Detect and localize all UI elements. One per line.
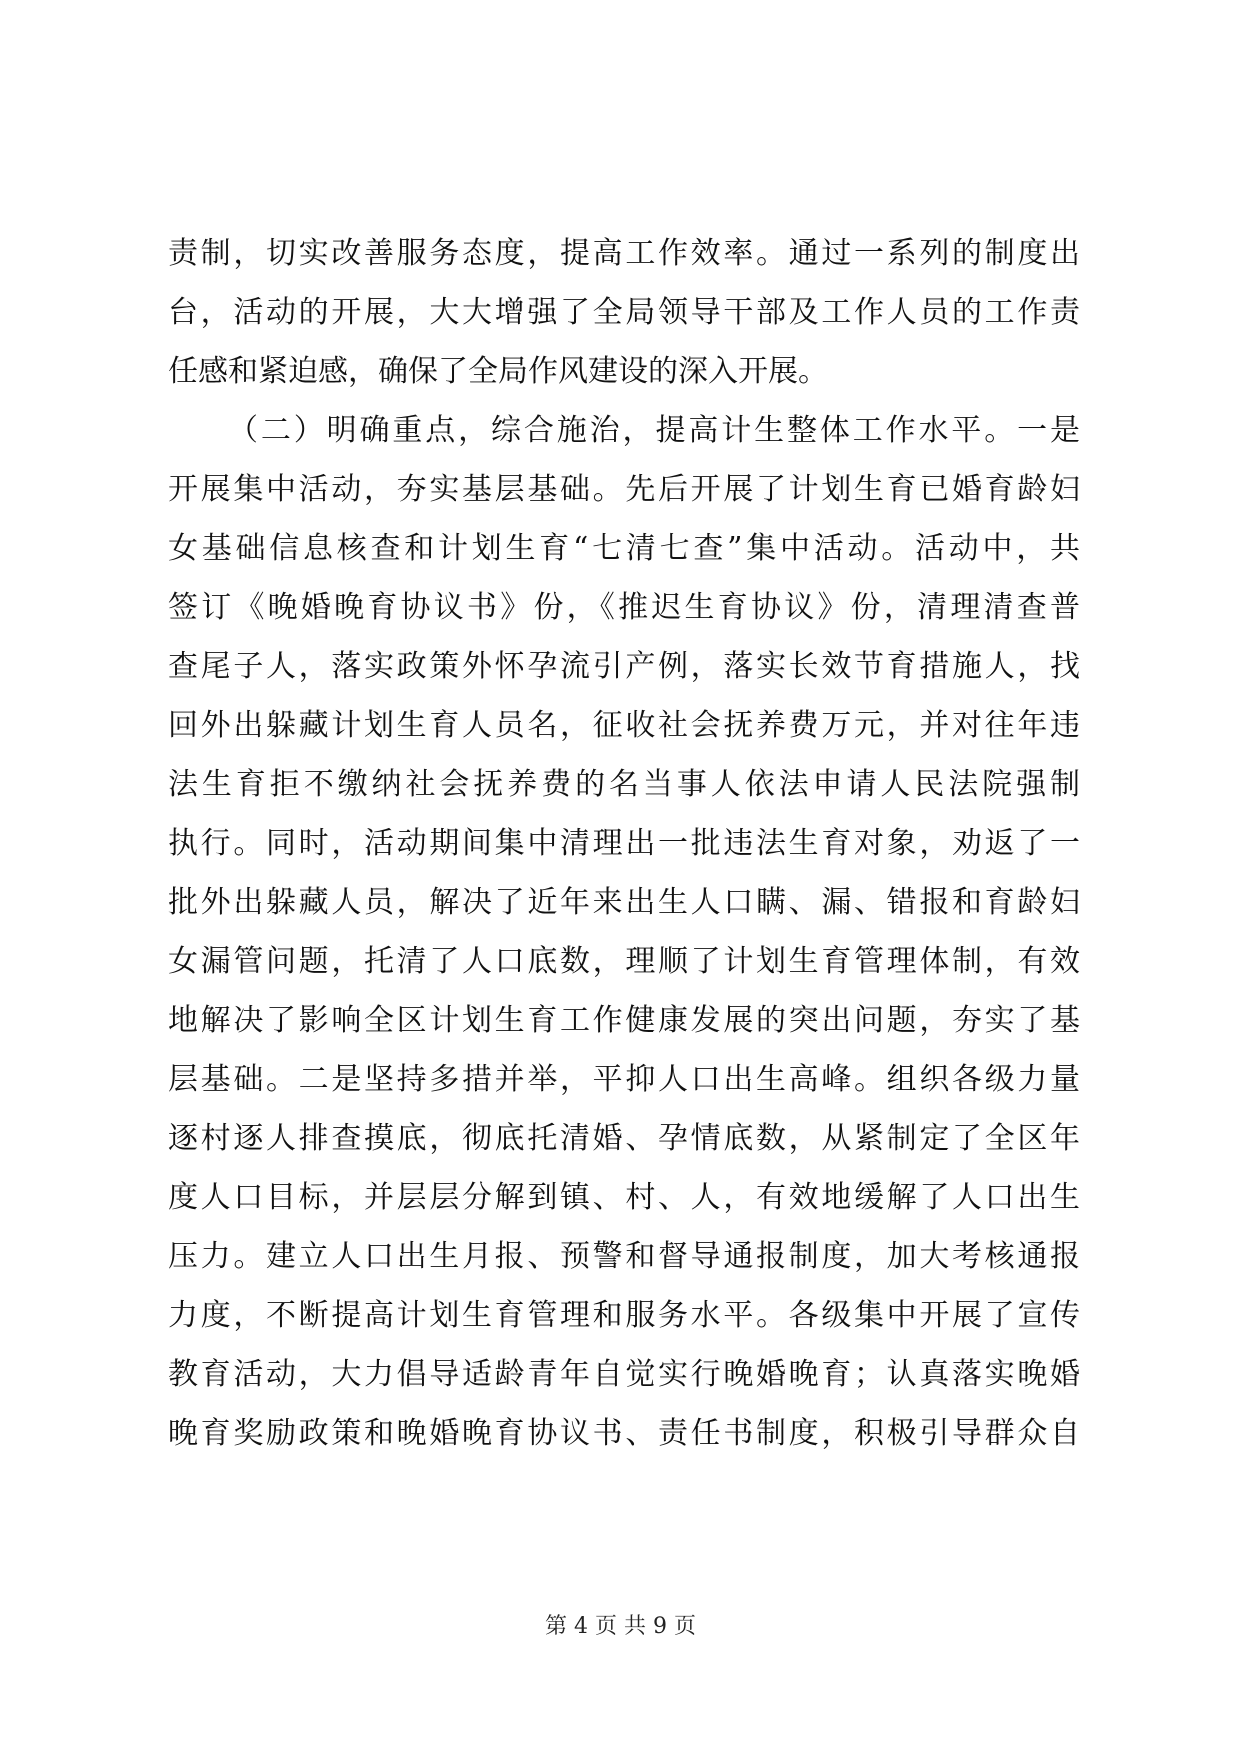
page-footer — [0, 1612, 1241, 1642]
text-line-8: 查尾子人，落实政策外怀孕流引产例，落实长效节育措施人，找 — [168, 649, 1080, 684]
text-line-16: 逐村逐人排查摸底，彻底托清婚、孕情底数，从紧制定了全区年 — [168, 1121, 1080, 1156]
text-line-9: 回外出躲藏计划生育人员名，征收社会抚养费万元，并对往年违 — [168, 708, 1080, 743]
text-line-12: 批外出躲藏人员，解决了近年来出生人口瞒、漏、错报和育龄妇 — [168, 885, 1080, 920]
text-line-10: 法生育拒不缴纳社会抚养费的名当事人依法申请人民法院强制 — [168, 767, 1080, 802]
paragraph-2-first-line: （二）明确重点，综合施治，提高计生整体工作水平。一是 — [228, 413, 1080, 448]
text-line-17: 度人口目标，并层层分解到镇、村、人，有效地缓解了人口出生 — [168, 1180, 1080, 1215]
text-line-7: 签订《晚婚晚育协议书》份，《推迟生育协议》份，清理清查普 — [168, 590, 1080, 625]
text-line-15: 层基础。二是坚持多措并举，平抑人口出生高峰。组织各级力量 — [168, 1062, 1080, 1097]
text-line-13: 女漏管问题，托清了人口底数，理顺了计划生育管理体制，有效 — [168, 944, 1080, 979]
text-line-6: 女基础信息核查和计划生育“七清七查”集中活动。活动中，共 — [168, 531, 1080, 566]
text-line-5: 开展集中活动，夯实基层基础。先后开展了计划生育已婚育龄妇 — [168, 472, 1080, 507]
page-number-label: 第 4 页 共 9 页 — [545, 1614, 696, 1639]
text-line-19: 力度，不断提高计划生育管理和服务水平。各级集中开展了宣传 — [168, 1298, 1080, 1333]
text-line-1: 责制，切实改善服务态度，提高工作效率。通过一系列的制度出 — [168, 236, 1080, 271]
text-line-20: 教育活动，大力倡导适龄青年自觉实行晚婚晚育；认真落实晚婚 — [168, 1357, 1080, 1392]
text-line-2: 台，活动的开展，大大增强了全局领导干部及工作人员的工作责 — [168, 295, 1080, 330]
text-line-21: 晚育奖励政策和晚婚晚育协议书、责任书制度，积极引导群众自 — [168, 1416, 1080, 1451]
text-line-11: 执行。同时，活动期间集中清理出一批违法生育对象，劝返了一 — [168, 826, 1080, 861]
body-text — [168, 224, 1080, 1463]
text-line-18: 压力。建立人口出生月报、预警和督导通报制度，加大考核通报 — [168, 1239, 1080, 1274]
text-line-14: 地解决了影响全区计划生育工作健康发展的突出问题，夯实了基 — [168, 1003, 1080, 1038]
text-line-3: 任感和紧迫感，确保了全局作风建设的深入开展。 — [168, 354, 828, 389]
